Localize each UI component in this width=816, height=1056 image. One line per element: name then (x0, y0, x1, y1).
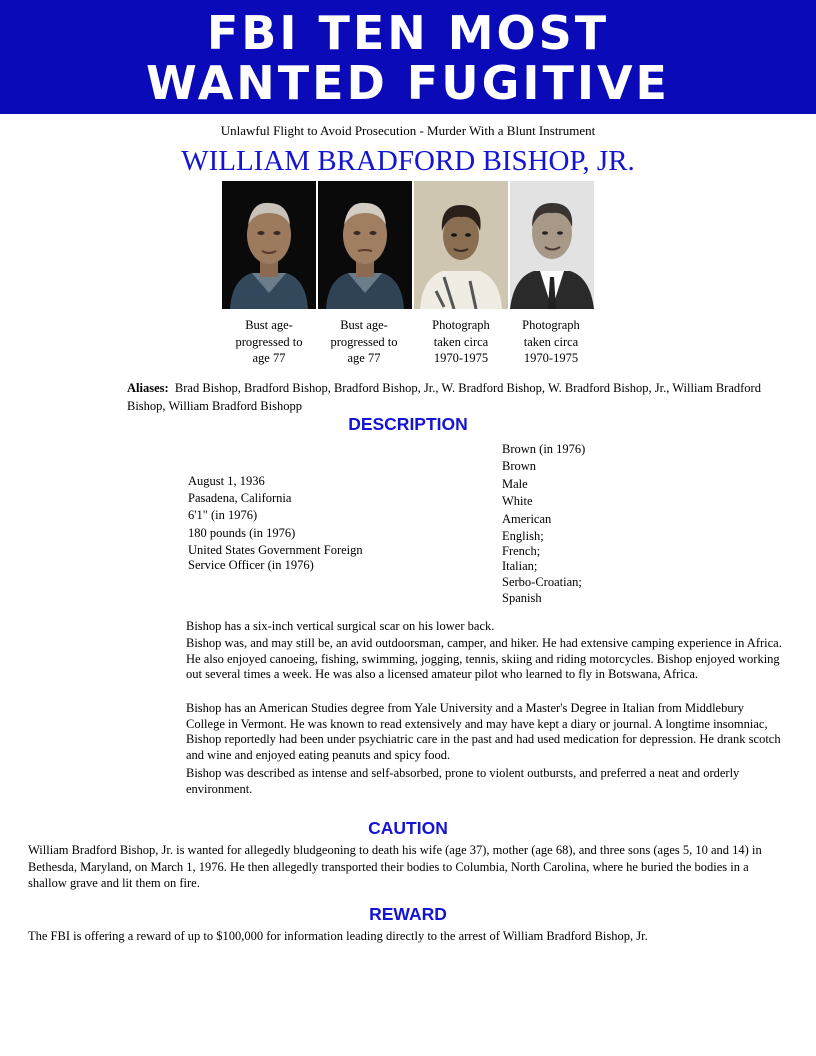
caption-line: progressed to (235, 334, 303, 349)
caption-line: age 77 (252, 351, 286, 365)
caption-line: Bust age- (245, 318, 293, 332)
language-item: Spanish (502, 591, 542, 605)
language-item: Serbo-Croatian; (502, 575, 582, 589)
reward-text: The FBI is offering a reward of up to $100,000 for information leading directly to the arrest of William Bradford Bishop, Jr. (28, 929, 648, 943)
caption-line: Photograph (522, 318, 580, 332)
reward-heading: REWARD (369, 904, 447, 924)
language-item: English; (502, 529, 544, 543)
language-item: Italian; (502, 559, 538, 573)
caption-line: progressed to (330, 334, 398, 349)
occupation-value: United States Government Foreign (188, 543, 363, 557)
eyes-value: Brown (502, 459, 537, 473)
aliases (127, 379, 767, 415)
caution-heading: CAUTION (368, 818, 448, 838)
caption-line: taken circa (433, 334, 489, 349)
remarks-paragraph-2: Bishop has an American Studies degree from Yale University and a Master's Degree in Italian from Middlebury College in Vermont. He was known to read extensively and may have kept a diary or journal. A longtime insomniac, Bishop reportedly had been under psychiatric care in the past and had used medication for depression. He drank scotch and wine and enjoyed eating peanuts and spicy food. (186, 701, 781, 762)
remarks-paragraph-1: Bishop was, and may still be, an avid outdoorsman, camper, and hiker. He had extensive camping experience in Africa. He also enjoyed canoeing, fishing, swimming, jogging, tennis, skiing and riding motorcycles. Bishop enjoyed working out several times a week. He was also a licensed amateur pilot who learned to fly in Botswana, Africa. (186, 636, 782, 681)
sex-value: Male (502, 477, 528, 491)
caption-line: age 77 (347, 351, 381, 365)
header-title-line1: FBI TEN MOST (206, 6, 610, 60)
description-heading: DESCRIPTION (348, 414, 468, 434)
race-value: White (502, 494, 533, 508)
nationality-value: American (502, 512, 552, 526)
caption-line: Bust age- (340, 318, 388, 332)
dob-value: August 1, 1936 (188, 474, 265, 488)
language-item: French; (502, 544, 541, 558)
hair-value: Brown (in 1976) (502, 442, 586, 456)
header-title-line2: WANTED FUGITIVE (146, 56, 670, 110)
photo-caption (412, 317, 510, 367)
photo-bust-2 (318, 181, 412, 309)
caption-line: taken circa (523, 334, 579, 349)
caption-line: 1970-1975 (523, 351, 579, 365)
height-value: 6'1" (in 1976) (188, 508, 258, 522)
header-banner (0, 0, 816, 114)
occupation-value-cont: Service Officer (in 1976) (188, 558, 314, 572)
birthplace-value: Pasadena, California (188, 491, 292, 505)
weight-value: 180 pounds (in 1976) (188, 526, 296, 540)
fugitive-name: WILLIAM BRADFORD BISHOP, JR. (181, 145, 635, 177)
photo-circa-2 (510, 181, 604, 309)
caption-line: 1970-1975 (433, 351, 489, 365)
remarks-paragraph-3: Bishop was described as intense and self-absorbed, prone to violent outbursts, and preferred a neat and orderly environment. (186, 766, 740, 796)
photo-caption (502, 317, 600, 367)
crime-description: Unlawful Flight to Avoid Prosecution - Murder With a Blunt Instrument (220, 123, 596, 138)
aliases-label: Aliases: (127, 381, 169, 395)
aliases-text: Brad Bishop, Bradford Bishop, Bradford Bishop, Jr., W. Bradford Bishop, W. Bradford Bishop, Jr., William Bradford Bishop, William Bradford Bishopp (127, 381, 761, 413)
photo-circa-1 (414, 181, 508, 309)
photo-caption (220, 317, 318, 367)
scars-value: Bishop has a six-inch vertical surgical scar on his lower back. (186, 619, 495, 633)
photo-bust-1 (222, 181, 316, 309)
photo-caption (315, 317, 413, 367)
caption-line: Photograph (432, 318, 490, 332)
caution-text: William Bradford Bishop, Jr. is wanted for allegedly bludgeoning to death his wife (age 37), mother (age 68), and three sons (ages 5, 10 and 14) in Bethesda, Maryland, on March 1, 1976. He then allegedly transported their bodies to Columbia, North Carolina, where he buried the bodies in a shallow grave and lit them on fire. (28, 843, 762, 890)
